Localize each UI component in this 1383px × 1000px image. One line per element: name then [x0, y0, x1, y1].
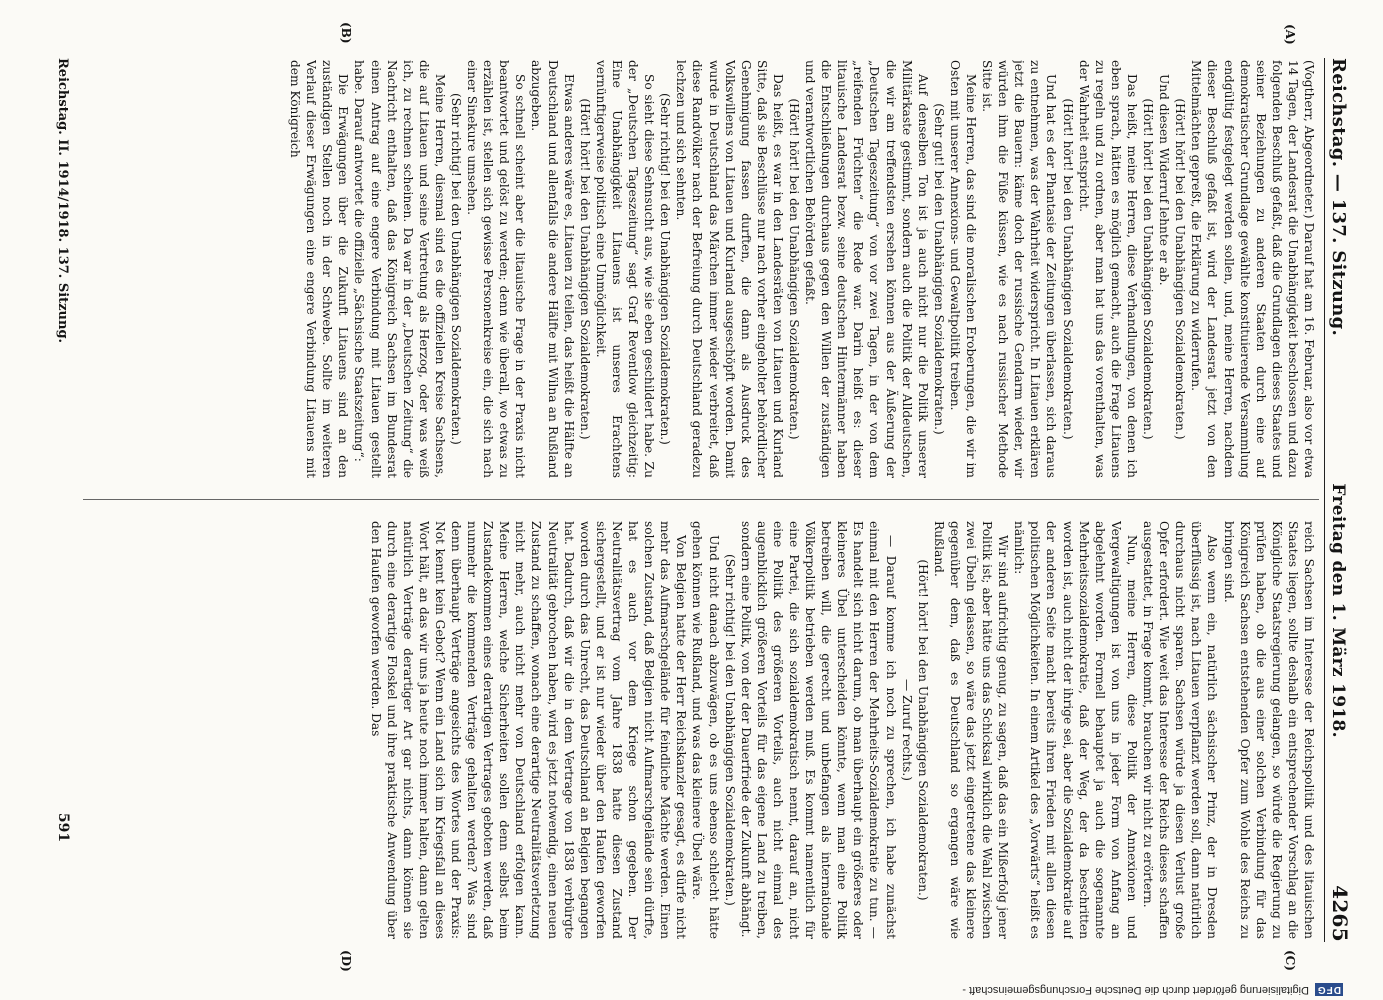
paragraph: So schnell scheint aber die litauische Frage in der Praxis nicht beantwortet und gelöst zu werden; denn wie überall, wo etwas zu erzählen ist, stellen sich gewisse Personenkreise ein, die sich nach einer Sinekure umsehen. [465, 60, 528, 478]
paragraph: reich Sachsen im Interesse der Reichspolitik und des litauischen Staates liegen, sollte deshalb ein entsprechender Vorschlag an die Königliche Staatsregierung gelangen, so würde die Regierung zu prüfen haben, ob die aus einer solchen Verbindung für das Königreich Sachsen entstehenden Opfer zum Wohle des Reichs zu bringen sind. [1221, 521, 1316, 939]
paragraph: Von Belgien hatte der Herr Reichskanzler gesagt, es dürfe nicht mehr das Aufmarschgelände für feindliche Mächte werden. Einen solchen Zustand, daß Belgien nicht Aufmarschgelände sein dürfte, hat es auch vor dem Kriege schon gegeben. Der Neutralitätsvertrag vom Jahre 1838 hatte diesen Zustand sichergestellt, und er ist nur wieder über den Haufen geworfen worden durch das Unrecht, das Deutschland an Belgien begangen hat. Dadurch, daß wir die in dem Vertrage von 1838 verbürgte Neutralität gebrochen haben, wird es jetzt notwendig, einen neuen Zustand zu schaffen, wonach eine derartige Neutralitätsverletzung nicht mehr, auch nicht mehr von Deutschland erfolgen kann. Meine Herren, welche Sicherheiten sollen denn selbst beim Zustandekommen eines derartigen Vertrages geboten werden, daß nunmehr die kommenden Verträge gehalten werden? Was sind denn überhaupt Verträge angesichts des Wortes und der Praxis: Not kennt kein Gebot? Wenn ein Land sich im Kriegsfall an dieses Wort hält, an das wir uns ja heute noch immer halten, dann gelten natürlich Verträge derartiger Art gar nichts, dann können sie durch eine derartige Floskel und ihre praktische Anwendung über den Haufen geworfen werden. Das [368, 521, 689, 939]
paragraph: Auf denselben Ton ist ja auch nicht nur die Politik unserer Militärkaste gestimmt, sondern auch die Politik der Alldeutschen, die wir am treffendsten ersehen können aus der Äußerung der „Deutschen Tageszeitung“ von vor zwei Tagen, in der von dem „reifenden Früchten“ die Rede war. Darin heißt es: dieser litauische Landesrat bezw. seine deutschen Hintermänner haben die Entschließungen durchaus gegen den Willen der zuständigen und verantwortlichen Behörden gefaßt. [803, 60, 930, 478]
header-left: Reichstag. — 137. Sitzung. [1328, 58, 1349, 337]
paragraph: — Darauf komme ich noch zu sprechen, ich habe zunächst einmal mit den Herren der Mehrheits-Sozialdemokratie zu tun. — Es handelt sich nicht darum, ob man überhaupt ein größeres oder kleineres Übel unterscheiden könnte, wenn man eine Politik betreiben will, die gerecht und unbefangen als internationale Völkerpolitik betrieben werden muß. Es kommt namentlich für eine Partei, die sich sozialdemokratisch nennt, darauf an, nicht eine Politik des größeren Vorteils, auch nicht einmal des augenblicklich größeren Vorteils für das eigene Land zu treiben, sondern eine Politik, von der der Dauerfriede der Zukunft abhängt. [738, 521, 898, 939]
interjection: (Sehr richtig! bei den Unabhängigen Sozialdemokraten.) [658, 93, 673, 445]
paragraph: (Vogtherr, Abgeordneter.) Darauf hat am 16. Februar, also vor etwa 14 Tagen, der Landesrat die Unabhängigkeit beschlossen und dazu folgenden Beschluß gefaßt, daß die Grundlagen dieses Staates und seiner Beziehungen zu anderen Staaten durch eine auf demokratischer Grundlage gewählte konstituierende Versammlung endgültig festgelegt werden sollen, und, meine Herren, nachdem dieser Beschluß gefaßt ist, wird der Landesrat jetzt von den Mittelmächten gepreßt, die Erklärung zu widerrufen. [1189, 60, 1316, 478]
interjection: (Sehr richtig! bei den Unabhängigen Sozialdemokraten.) [722, 554, 737, 906]
paragraph: Also wenn ein, natürlich sächsischer Prinz, der in Dresden überflüssig ist, nach Litauen verpflanzt werden soll, dann natürlich durchaus nicht sparen. Sachsen würde ja diesen Verlust große Opfer erfordert. Wie weit das Interesse der Reichs dieses schaffen ausgestattet, in Frage kommt, brauchen wir nicht zu erörtern. [1141, 521, 1220, 939]
digitization-note-text: Digitalisierung gefördert durch die Deutsche Forschungsgemeinschaft - [962, 984, 1309, 996]
margin-marker-d: (D) [339, 950, 353, 972]
interjection: (Hört! hört! bei den Unabhängigen Sozialdemokraten.) [915, 559, 930, 901]
interjection: (Hört! hört! bei den Unabhängigen Sozialdemokraten.) [577, 98, 592, 440]
paragraph: So sieht diese Sehnsucht aus, wie sie eben geschildert habe. Zu der „Deutschen Tageszeitung“ sagt Graf Reventlow gleichzeitig: Eine Unabhängigkeit Litauens ist unseres Erachtens vernünftigerweise politisch eine Unmöglichkeit. [593, 60, 657, 478]
paragraph: Meine Herren, diesmal sind es die offiziellen Kreise Sachsens, die auf Litauen und seine Vertretung als Herzog, oder was weiß ich, zu rechnen scheinen. Da war in der „Deutschen Zeitung“ die Nachricht enthalten, daß das Königreich Sachsen im Bundesrat einen Antrag auf eine engere Verbindung mit Litauen gestellt habe. Darauf antwortet die offizielle „Sächsische Staatszeitung“: [352, 60, 447, 478]
interjection: (Hört! hört! bei den Unabhängigen Sozialdemokraten.) [787, 98, 801, 440]
interjection: (Hört! hört! bei den Unabhängigen Sozialdemokraten.) [1173, 98, 1188, 440]
header-date: Freitag den 1. März 1918. [1328, 483, 1348, 738]
page-header [1324, 58, 1359, 942]
right-text-column [85, 521, 1317, 939]
margin-marker-c: (C) [1283, 950, 1297, 971]
interjection: (Hört! hört! bei den Unabhängigen Sozialdemokraten.) [1060, 98, 1075, 440]
footer-left: Reichstag. II. 1914/1918. 137. Sitzung. [55, 58, 71, 344]
interjection: (Sehr gut! bei den Unabhängigen Sozialdemokraten.) [931, 103, 946, 435]
paragraph: Nun, meine Herren, diese Politik der Annexionen und Vergewaltigungen ist von uns in jeder Form von Anfang an abgelehnt worden. Formell behauptet ja auch die sogenannte Mehrheitssozialdemokratie, daß der Weg, der da beschritten worden ist, auch nicht der ihrige sei, aber die Sozialdemokratie auf der anderen Seite macht bereits ihren Frieden mit allen diesen politischen Möglichkeiten. In einem Artikel des „Vorwärts“ heißt es nämlich: [1012, 521, 1139, 939]
page-footer [51, 58, 75, 942]
digitization-note [43, 982, 1343, 996]
paragraph: Und nicht danach abzuwägen, ob es uns ebenso schlecht hätte gehen können wie Rußland, und was das kleinere Übel wäre. [690, 521, 721, 939]
margin-marker-b: (B) [339, 22, 353, 44]
paragraph: Und hat es der Phantasie der Zeitungen überlassen, sich daraus zu entnehmen, was der Wahrheit widerspricht. In Litauen erklären jetzt die Bauern: käme doch der russische Gendarm wieder, wir würden ihm die Füße küssen, wie es nach russischer Methode Sitte ist. [980, 60, 1059, 478]
interjection: — Zuruf rechts.) [899, 679, 914, 781]
paragraph: Etwas anderes wäre es, Litauen zu teilen, das heißt die Hälfte an Deutschland und allenfalls die andere Hälfte mit Wilna an Rußland abzugeben. [529, 60, 576, 478]
interjection: (Hört! hört! bei den Unabhängigen Sozialdemokraten.) [1141, 98, 1156, 440]
left-text-column [85, 60, 1317, 478]
footer-sheet-number: 591 [55, 812, 71, 843]
paragraph: Das heißt, meine Herren, diese Verhandlungen, von denen ich eben sprach, hätten es möglich gemacht, auch die Frage Litauens zu regeln und zu ordnen, aber man hat uns das vorenthalten, was der Wahrheit entspricht. [1076, 60, 1139, 478]
paragraph: Die Erwägungen über die Zukunft Litauens sind an den zuständigen Stellen noch in der Schwebe. Sollte im weiteren Verlauf dieser Erwägungen eine engere Verbindung Litauens mit dem Königreich [288, 60, 351, 478]
paragraph: Wir sind aufrichtig genug, zu sagen, daß das ein Mißerfolg jener Politik ist; aber hätte uns das Schicksal wirklich die Wahl zwischen zwei Übeln gelassen, so wäre das jetzt eingetretene das kleinere gegenüber dem, daß es Deutschland so ergangen wäre wie Rußland. [931, 521, 1011, 939]
paragraph: Meine Herren, das sind die moralischen Eroberungen, die wir im Osten mit unserer Annexions- und Gewaltpolitik treiben. [947, 60, 979, 478]
header-page-number: 4265 [1328, 885, 1352, 942]
paragraph: Und diesen Widerruf lehnte er ab. [1157, 74, 1172, 286]
interjection: (Sehr richtig! bei den Unabhängigen Sozialdemokraten.) [449, 93, 464, 445]
column-divider [83, 499, 1319, 500]
paragraph: Das heißt, es war in den Landesräten von Litauen und Kurland Sitte, daß sie Beschlüsse nur nach vorher eingeholter behördlicher Genehmigung fassen durften, die dann als Ausdruck des Volkswillens von Litauen und Kurland ausgeschöpft worden. Damit wurde in Deutschland das Märchen immer wieder verbreitet, daß diese Randvölker nach der Befreiung durch Deutschland geradezu lechzen und sich sehnten. [674, 60, 785, 478]
margin-marker-a: (A) [1283, 24, 1297, 45]
dfg-logo: DFG [1316, 984, 1341, 995]
